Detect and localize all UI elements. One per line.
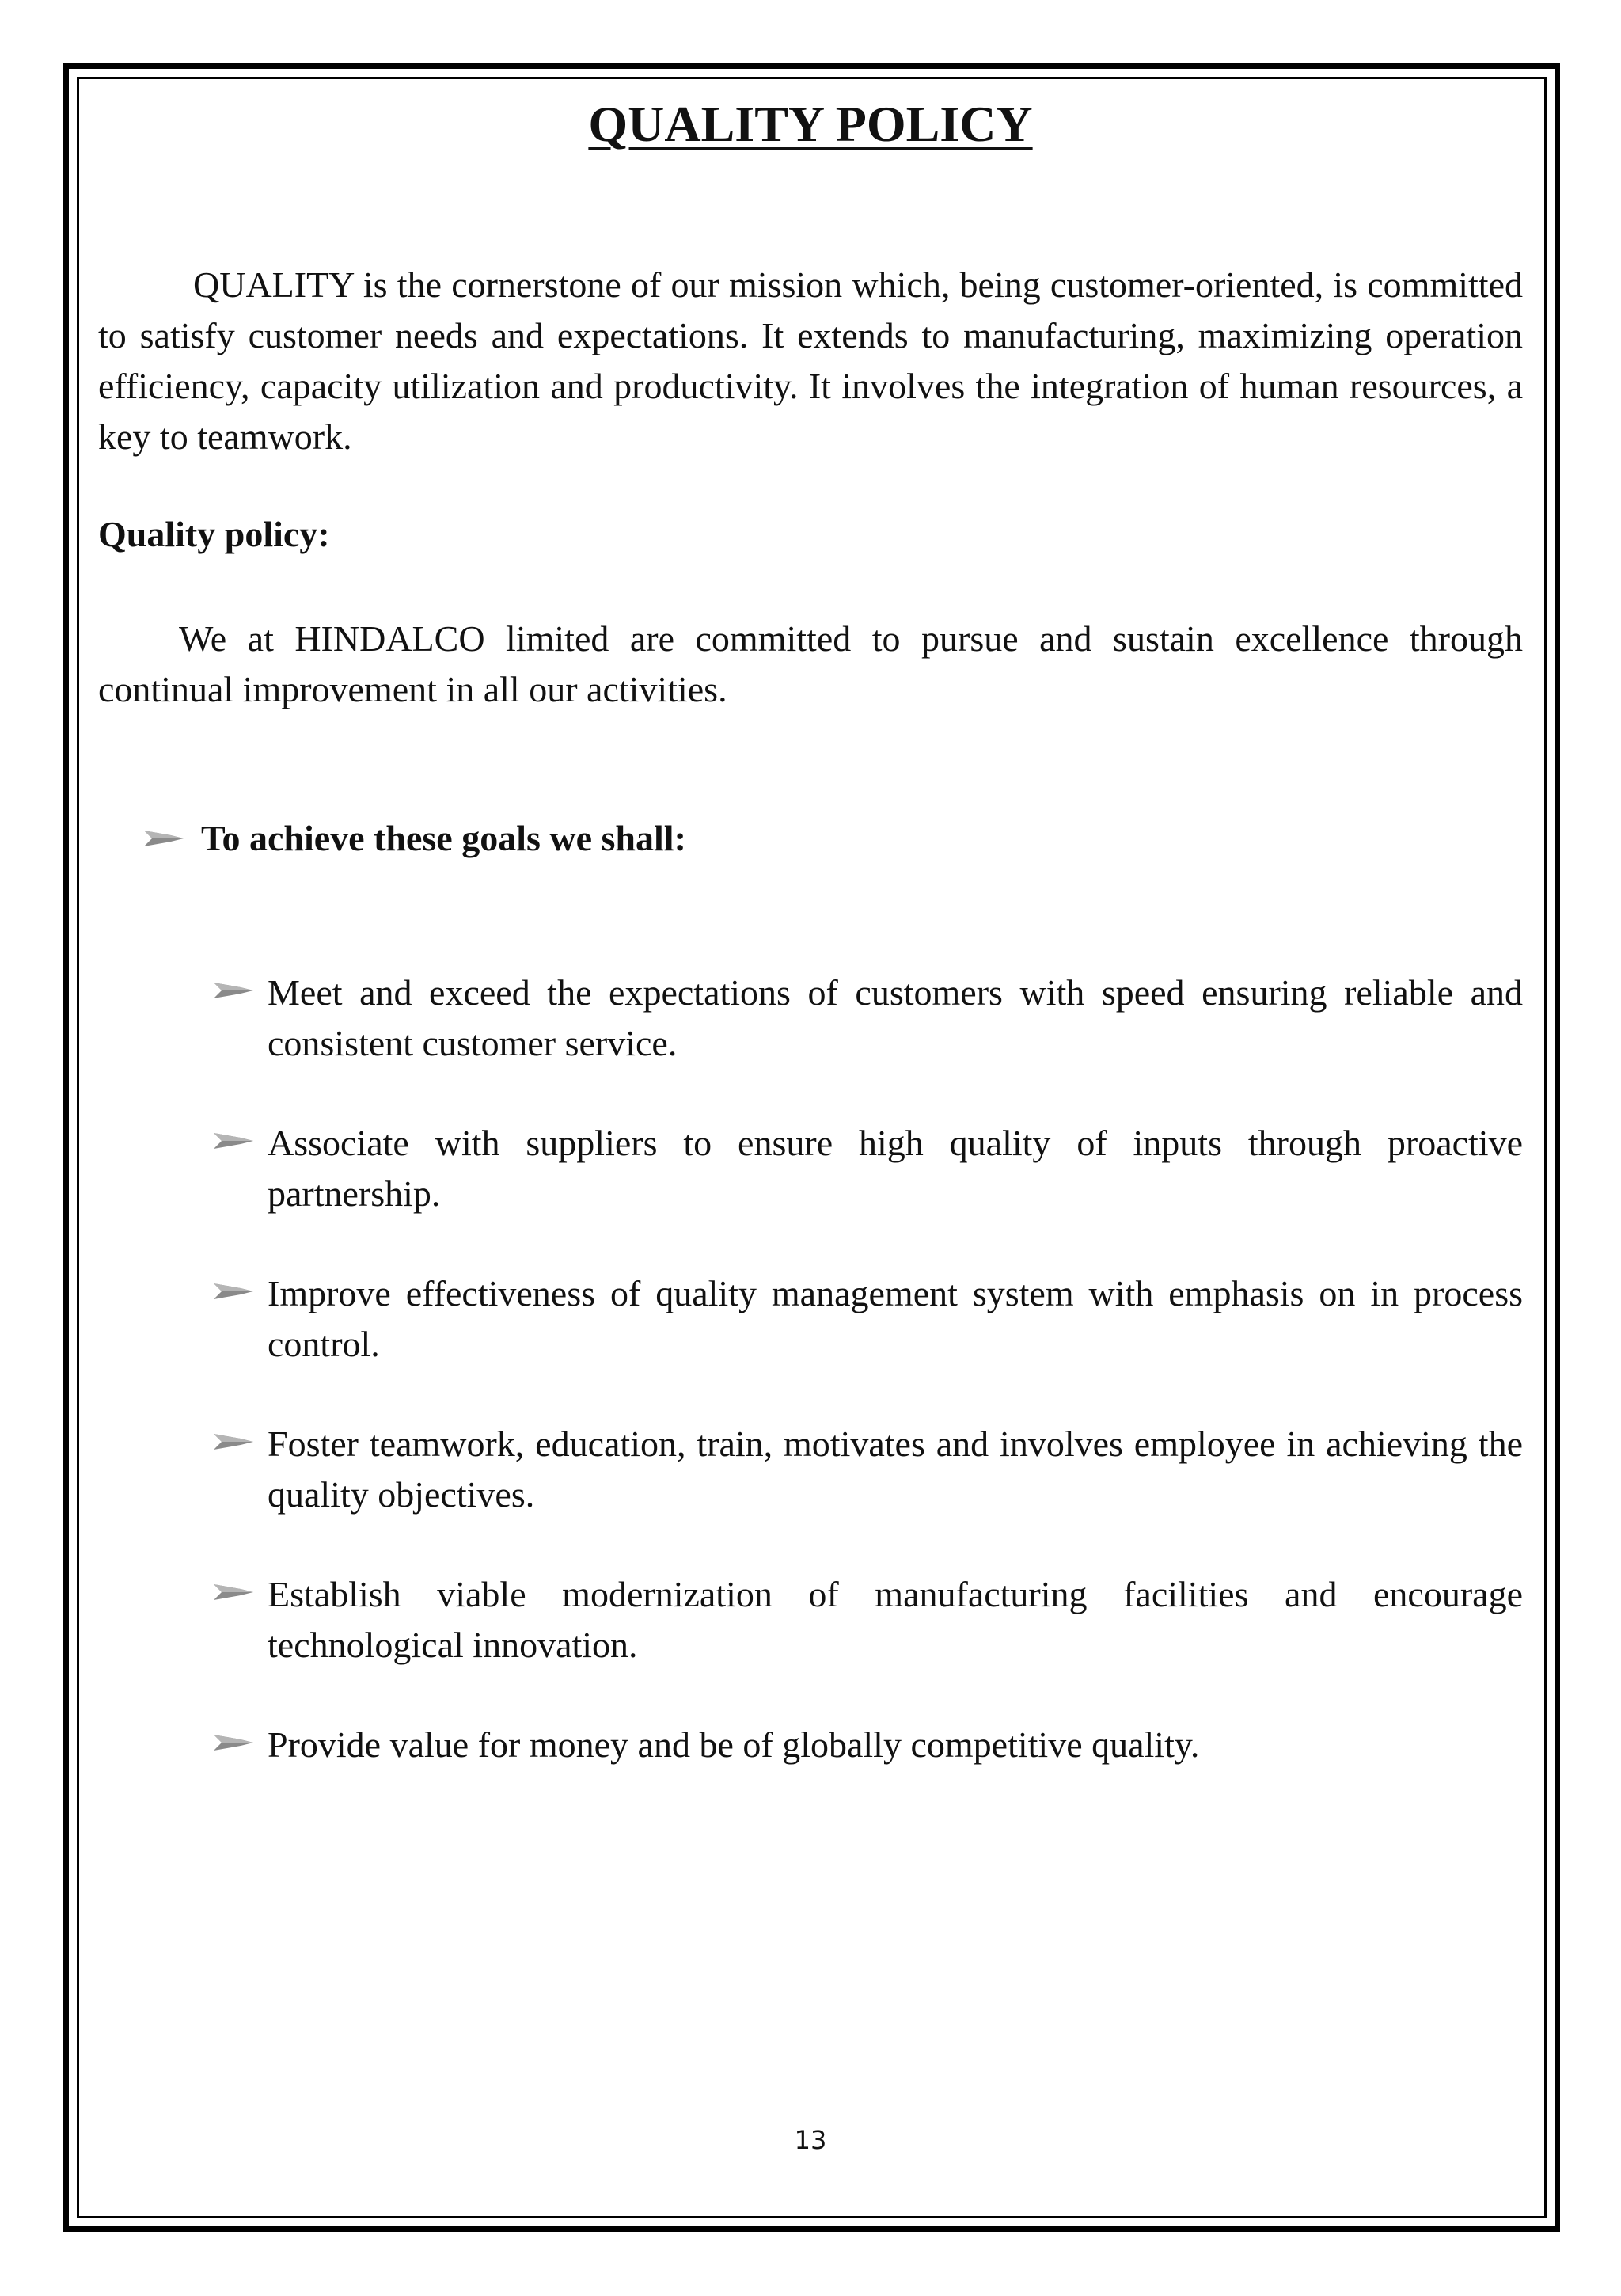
policy-heading: Quality policy: bbox=[98, 514, 330, 554]
pointer-arrow-icon bbox=[214, 1131, 253, 1151]
page-number: 13 bbox=[794, 2125, 827, 2155]
goal-item bbox=[214, 967, 1523, 1069]
page-title: QUALITY POLICY bbox=[588, 96, 1033, 152]
goal-item bbox=[214, 1419, 1523, 1520]
goal-item bbox=[214, 1569, 1523, 1671]
goal-text: Foster teamwork, education, train, motivates and involves employee in achieving the quality objectives. bbox=[268, 1424, 1523, 1515]
pointer-arrow-icon bbox=[214, 1582, 253, 1602]
pointer-arrow-icon bbox=[214, 1732, 253, 1753]
intro-paragraph: QUALITY is the cornerstone of our mission which, being customer-oriented, is committed to satisfy customer needs and expectations. It extends to manufacturing, maximizing operation efficiency, capacity utilization and productivity. It involves the integration of human resources, a key to teamwork. bbox=[98, 264, 1523, 457]
goal-text: Meet and exceed the expectations of customers with speed ensuring reliable and consistent customer service. bbox=[268, 972, 1523, 1063]
pointer-arrow-icon bbox=[214, 1431, 253, 1452]
pointer-arrow-icon bbox=[214, 1281, 253, 1302]
goals-heading bbox=[144, 817, 686, 859]
goal-text: Provide value for money and be of globally competitive quality. bbox=[268, 1724, 1200, 1765]
goals-list bbox=[214, 967, 1523, 1819]
goal-text: Improve effectiveness of quality management system with emphasis on in process control. bbox=[268, 1273, 1523, 1364]
goal-item bbox=[214, 1118, 1523, 1219]
pointer-arrow-icon bbox=[144, 828, 184, 849]
goal-text: Associate with suppliers to ensure high quality of inputs through proactive partnership. bbox=[268, 1123, 1523, 1214]
goal-text: Establish viable modernization of manufacturing facilities and encourage technological innovation. bbox=[268, 1574, 1523, 1665]
goals-heading-label: To achieve these goals we shall: bbox=[201, 818, 686, 858]
goal-item bbox=[214, 1720, 1523, 1770]
policy-paragraph: We at HINDALCO limited are committed to pursue and sustain excellence through continual improvement in all our activities. bbox=[98, 618, 1523, 709]
pointer-arrow-icon bbox=[214, 980, 253, 1001]
goal-item bbox=[214, 1268, 1523, 1370]
